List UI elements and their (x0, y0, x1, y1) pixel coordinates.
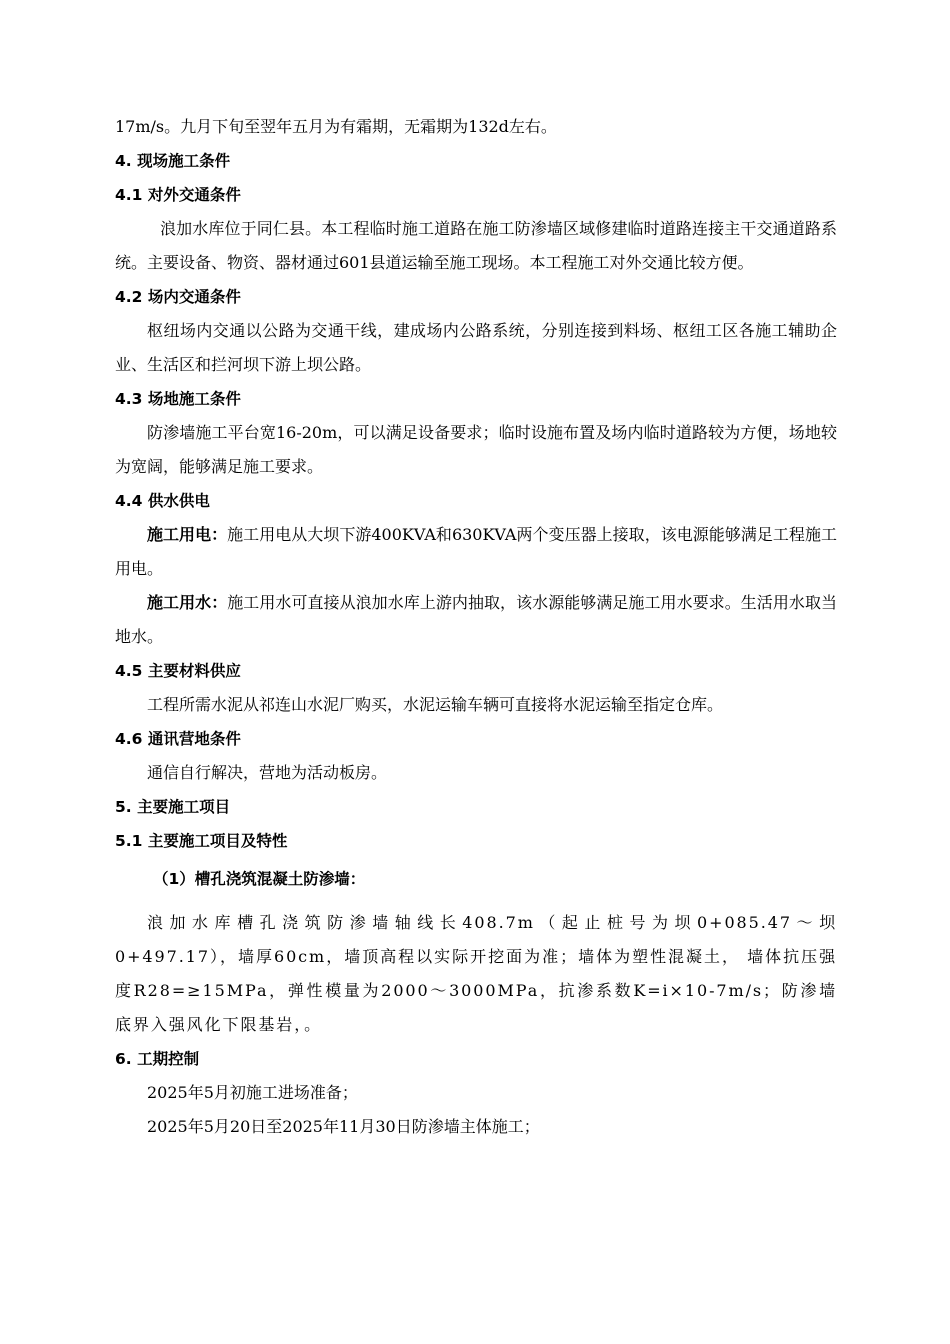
section-4-2-paragraph: 枢纽场内交通以公路为交通干线，建成场内公路系统，分别连接到料场、枢纽工区各施工辅助企业、生活区和拦河坝下游上坝公路。 (115, 321, 837, 374)
power-supply-paragraph (115, 518, 837, 586)
section-4-6-heading: 4.6 通讯营地条件 (115, 730, 241, 748)
water-supply-paragraph (115, 586, 837, 654)
water-supply-label: 施工用水： (147, 593, 228, 612)
document-page (115, 110, 837, 1144)
schedule-line-2: 2025年5月20日至2025年11月30日防渗墙主体施工； (147, 1117, 540, 1136)
section-5-1-heading: 5.1 主要施工项目及特性 (115, 832, 288, 850)
water-supply-text: 施工用水可直接从浪加水库上游内抽取，该水源能够满足施工用水要求。生活用水取当地水。 (115, 593, 837, 646)
intro-line: 17m/s。九月下旬至翌年五月为有霜期，无霜期为132d左右。 (115, 117, 557, 136)
section-4-heading: 4. 现场施工条件 (115, 152, 231, 170)
schedule-line-1: 2025年5月初施工进场准备； (147, 1083, 358, 1102)
section-4-5-heading: 4.5 主要材料供应 (115, 662, 241, 680)
section-4-5-paragraph: 工程所需水泥从祁连山水泥厂购买，水泥运输车辆可直接将水泥运输至指定仓库。 (147, 695, 724, 714)
power-supply-label: 施工用电： (147, 525, 228, 544)
section-4-3-heading: 4.3 场地施工条件 (115, 390, 241, 408)
section-4-4-heading: 4.4 供水供电 (115, 492, 210, 510)
section-4-6-paragraph: 通信自行解决，营地为活动板房。 (147, 763, 388, 782)
item-1-paragraph: 浪加水库槽孔浇筑防渗墙轴线长408.7m（起止桩号为坝0+085.47～坝0+497.17），墙厚60cm，墙顶高程以实际开挖面为准；墙体为塑性混凝土， 墙体抗压强度R28=≥15MPa，弹性模量为2000～3000MPa，抗渗系数K=i×10-7m/s；防渗墙底界入强风化下限基岩，。 (115, 913, 837, 1034)
section-5-heading: 5. 主要施工项目 (115, 798, 231, 816)
section-4-1-heading: 4.1 对外交通条件 (115, 186, 241, 204)
section-6-heading: 6. 工期控制 (115, 1050, 200, 1068)
section-4-1-paragraph: 浪加水库位于同仁县。本工程临时施工道路在施工防渗墙区域修建临时道路连接主干交通道路系统。主要设备、物资、器材通过601县道运输至施工现场。本工程施工对外交通比较方便。 (115, 219, 837, 272)
item-1-heading: （1）槽孔浇筑混凝土防渗墙： (153, 870, 366, 888)
power-supply-text: 施工用电从大坝下游400KVA和630KVA两个变压器上接取，该电源能够满足工程施工用电。 (115, 525, 837, 578)
section-4-2-heading: 4.2 场内交通条件 (115, 288, 241, 306)
section-4-3-paragraph: 防渗墙施工平台宽16-20m，可以满足设备要求；临时设施布置及场内临时道路较为方便，场地较为宽阔，能够满足施工要求。 (115, 423, 837, 476)
